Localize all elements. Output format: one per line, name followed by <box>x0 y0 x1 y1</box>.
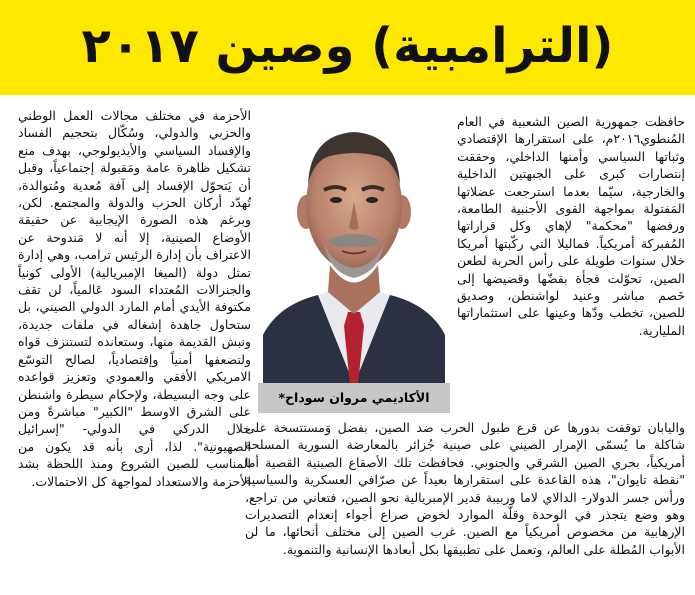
article-headline: (الترامبية) وصين ٢٠١٧ <box>81 18 614 74</box>
article-paragraph: واليابان توقفت بدورها عن قرع طبول الحرب ضد الصين، بفضل وَمستتسخة على شاكلة ما يُسمّى الإمرار الصيني على صينية جُزائر بالمعارضة السورية المسلحة أمريكياً، بحري الصين الشرقي والجنوبي. فحافظت تلك الأصقاع الصينية القصية أما "نقطة تايوان"، هذه القاعدة على استقرارها بعيداً عن صرّافي العسكرية والسياسية ورأس جسر الدولار- الدالاي لاما وربيبة قدير الإمبريالية نحو الصين، فتعاني من تراجع، وهو وضع يتجذر في الوحدة وقلّة الموارد لخوض صراع أجواء إنعدام التصديرات الإرهابية من مخصوص أمريكياً مع الصين. غرب الصين إلى مختلف أنحائها، ما لن الأبواب المُطلة على العالم، وتعمل على تطبيقها بكل أبعادها الإنسانية والتنموية. <box>245 420 685 557</box>
article-paragraph: الأحزمة في مختلف مجالات العمل الوطني والحزبي والدولي، وسُكّال بتحجيم الفساد والإفساد السياسي والأيديولوجي، بهدف منع تشكيل ظاهرة عامة ومَقبولة إجتماعياً، وقبل أن يَتحوّل الإفساد إلى آفة مُعدية ومُتوالدة، تُهدّد أركان الحزب والدولة والمجتمع. لكن، وبرغم هذه الصورة الإيجابية عن حقيقة الأوضاع الصينية، إلا أنه لا مَندوحة عن الاعتراف بأن إدارة الرئيس ترامب، وهي إدارة تمثل دولة (الميغا الإمبريالية) الأولى كونياً والجنرالات المُعتداء السود عَالمياً، لن تقف مكتوفة الأيدي أمام المارد الدولي الصيني، بل ستحاول جاهدة إشغاله في ملفات جديدة، ونبش القديمة منها، وستعانده لتستنزف قواه ولتضعفها أمنياً وإقتصادياً، لصالح التوسّع الامريكي الأفقي والعمودي وتعزيز قواعده على وجه البسيطة، ولإحكام سيطرة واشنطن على الشرق الاوسط "الكبير" مباشرةً ومن خلال الدركي في الدولي- "إسرائيل الصهيونية". لذا، أرى بأنه قد يكون من المناسب للصين الشروع ومنذ اللحظة بشد الأحزمة والاستعداد لمواجهة كل الاحتمالات. <box>18 108 251 489</box>
article-column-right <box>457 113 685 415</box>
author-portrait-image <box>258 100 450 385</box>
photo-caption: الأكاديمي مروان سوداح* <box>258 383 450 413</box>
article-column-left <box>18 107 251 595</box>
article-paragraph: حافظت جمهورية الصين الشعبية في العام المُنطوي٢٠١٦م، على استقرارها الإقتصادي وثباتها السياسي وأمنها الداخلي، وحققت إنتصارات كبرى على الجبهتين الداخلية والخارجية، سيّما بعدما استرجعت عضلاتها المَفتولة بمواجهة القوى الأجنبية الطامعة، ورفضها "محكمة" لإهاي وكل قراراتها المُفبركة أمريكياً. فماليلا التي ركّبتها أمريكا خلال سنوات طويلة على رأس الحربة لطعن الصين، تحوّلت فجأة بقضّها وقضيضها إلى خَصم مباشر وعنيد لواشنطن، وصديق للصين، تخطب ودّها وعينها على استثماراتها المليارية. <box>457 114 685 338</box>
article-column-bottom <box>245 419 685 595</box>
author-photo <box>258 100 450 385</box>
